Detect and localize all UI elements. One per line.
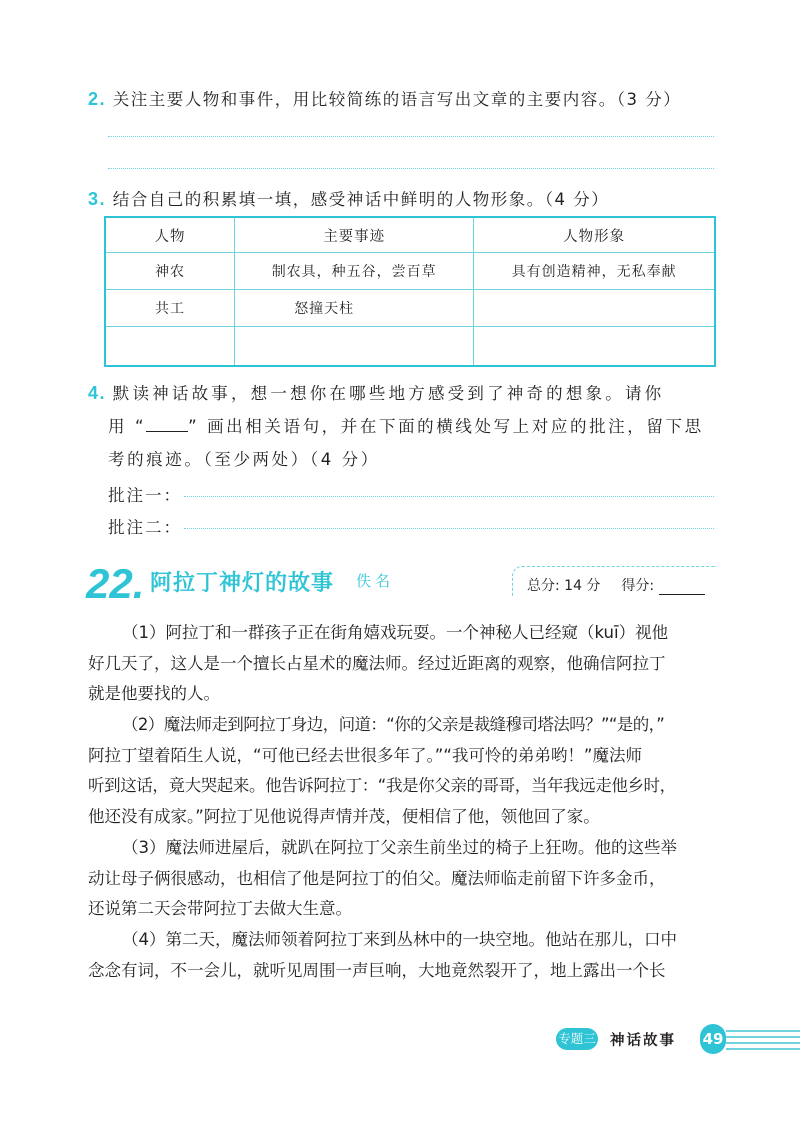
story-title: 阿拉丁神灯的故事 (150, 571, 335, 596)
table-header-row (105, 217, 715, 253)
table-cell-blank[interactable] (474, 290, 715, 327)
table-row (105, 290, 715, 327)
answer-line-q2-2[interactable] (108, 168, 714, 169)
footer-topic-tag: 专题三 (556, 1028, 598, 1050)
paragraph-line: 他还没有成家。”阿拉丁见他说得声情并茂，便相信了他，领他回了家。 (88, 806, 600, 826)
footer-decor-line (726, 1030, 800, 1032)
table-cell: 共工 (105, 290, 235, 327)
table-header: 人物 (105, 217, 235, 253)
annotation-1-label: 批注一： (108, 486, 182, 505)
question-4-line-1 (88, 380, 664, 404)
footer-decor-line (726, 1036, 800, 1038)
paragraph-line: 听到这话，竟大哭起来。他告诉阿拉丁：“我是你父亲的哥哥，当年我远走他乡时， (88, 776, 676, 795)
table-cell: 具有创造精神，无私奉献 (474, 253, 715, 290)
score-box (512, 566, 716, 596)
story-paragraph-4 (88, 925, 716, 986)
story-paragraph-1 (88, 618, 716, 710)
score-got-label: 得分: (621, 578, 655, 594)
paragraph-line: 还说第二天会带阿拉丁去做大生意。 (88, 899, 352, 918)
footer-topic-title: 神话故事 (610, 1033, 676, 1049)
annotation-2-line[interactable] (184, 528, 714, 529)
table-cell: 怒撞天柱 (235, 290, 474, 327)
question-4-text-2b: ” 画出相关语句，并在下面的横线处写上对应的批注，留下思 (188, 417, 704, 436)
paragraph-line: 就是他要找的人。 (88, 684, 220, 703)
question-4-line-2 (108, 413, 704, 437)
story-paragraph-3 (88, 833, 716, 925)
question-4-number: 4. (88, 383, 107, 403)
table-cell: 神农 (105, 253, 235, 290)
question-4-text-3: 考的痕迹。（至少两处）（4 分） (108, 450, 380, 469)
question-2 (88, 86, 681, 110)
table-cell-blank[interactable] (474, 327, 715, 367)
table-cell-blank[interactable] (235, 327, 474, 367)
question-3-number: 3. (88, 189, 107, 209)
story-author: 佚名 (356, 572, 395, 590)
paragraph-line: 好几天了，这人是一个擅长占星术的魔法师。经过近距离的观察，他确信阿拉丁 (88, 653, 666, 673)
question-3 (88, 186, 609, 210)
paragraph-line: （3）魔法师进屋后，就趴在阿拉丁父亲生前坐过的椅子上狂吻。他的这些举 (122, 838, 677, 857)
table-cell: 制农具，种五谷，尝百草 (235, 253, 474, 290)
table-row (105, 327, 715, 367)
paragraph-line: （4）第二天，魔法师领着阿拉丁来到丛林中的一块空地。他站在那儿，口中 (122, 930, 677, 949)
question-2-number: 2. (88, 89, 107, 109)
page-number: 49 (700, 1024, 726, 1054)
character-table (104, 216, 716, 367)
footer-decor-line (726, 1042, 800, 1044)
paragraph-line: （1）阿拉丁和一群孩子正在街角嬉戏玩耍。一个神秘人已经窥（kuī）视他 (122, 623, 669, 642)
paragraph-line: 念念有词，不一会儿，就听见周围一声巨响，大地竟然裂开了，地上露出一个长 (88, 960, 666, 980)
underline-sample (146, 417, 188, 432)
story-number: 22. (86, 560, 145, 607)
paragraph-line: 动让母子俩很感动，也相信了他是阿拉丁的伯父。魔法师临走前留下许多金币， (88, 868, 666, 888)
score-blank[interactable] (659, 580, 705, 595)
question-2-text: 关注主要人物和事件，用比较简练的语言写出文章的主要内容。（3 分） (112, 90, 682, 109)
table-header: 主要事迹 (235, 217, 474, 253)
question-4-text-1: 默读神话故事，想一想你在哪些地方感受到了神奇的想象。请你 (112, 384, 665, 403)
score-total: 总分: 14 分 (527, 578, 601, 594)
paragraph-line: （2）魔法师走到阿拉丁身边，问道：“你的父亲是裁缝穆司塔法吗？”“是的，” (122, 715, 665, 734)
paragraph-line: 阿拉丁望着陌生人说，“可他已经去世很多年了。”“我可怜的弟弟哟！”魔法师 (88, 745, 642, 765)
story-paragraph-2 (88, 710, 716, 832)
question-4-line-3 (108, 446, 380, 470)
table-cell-blank[interactable] (105, 327, 235, 367)
question-3-text: 结合自己的积累填一填，感受神话中鲜明的人物形象。（4 分） (112, 190, 610, 209)
answer-line-q2-1[interactable] (108, 136, 714, 137)
annotation-2-label: 批注二： (108, 518, 182, 537)
question-4-text-2a: 用 “ (108, 417, 147, 436)
annotation-1-line[interactable] (184, 496, 714, 497)
table-row (105, 253, 715, 290)
footer-decor-line (726, 1048, 800, 1050)
table-header: 人物形象 (474, 217, 715, 253)
